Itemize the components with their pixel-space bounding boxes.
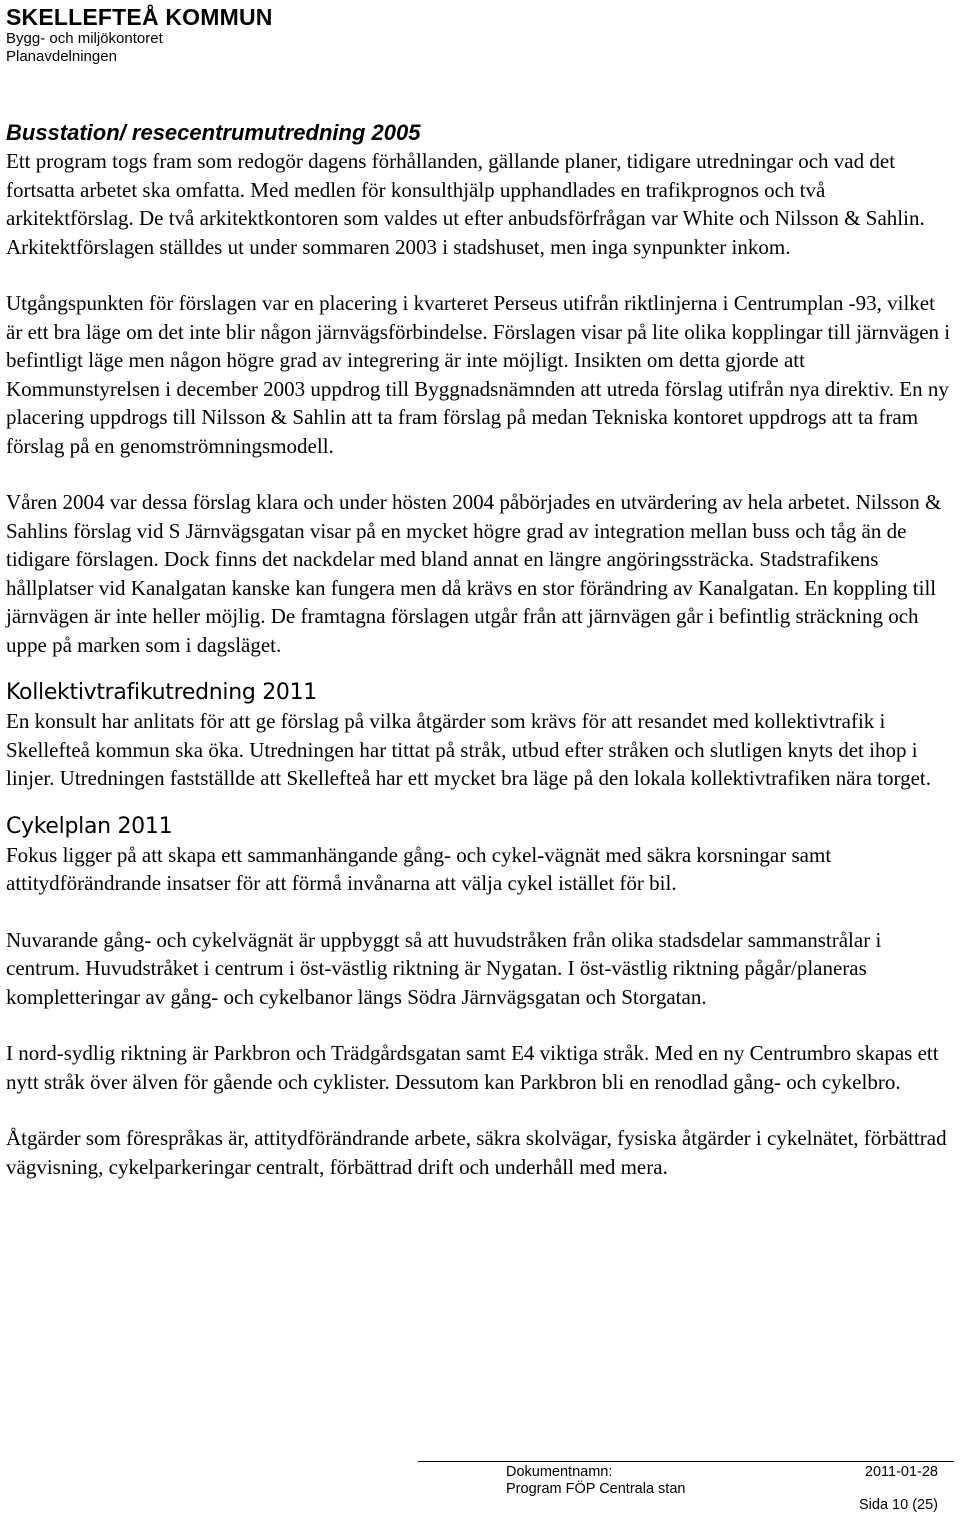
paragraph: Åtgärder som förespråkas är, attitydförändrande arbete, säkra skolvägar, fysiska åtgärder i cykelnätet, förbättrad vägvisning, cykelparkeringar centralt, förbättrad drift och underhåll med mera. (6, 1126, 947, 1179)
paragraph: Utgångspunkten för förslagen var en placering i kvarteret Perseus utifrån riktlinjerna i Centrumplan -93, vilket är ett bra läge om det inte blir någon järnvägsförbindelse. Förslagen visar på lite olika kopplingar till järnvägen i befintligt läge men någon högre grad av integrering är inte möjligt. Insikten om detta gjorde att Kommunstyrelsen i december 2003 uppdrog till Byggnadsnämnden att utreda förslag utifrån nya direktiv. En ny placering uppdrogs till Nilsson & Sahlin att ta fram förslag på medan Tekniska kontoret uppdrogs att ta fram förslag på en genomströmningsmodell. (6, 291, 951, 458)
division-name: Planavdelningen (6, 48, 117, 65)
document-date: 2011-01-28 (864, 1464, 938, 1480)
paragraph: En konsult har anlitats för att ge förslag på vilka åtgärder som krävs för att resandet med kollektivtrafik i Skellefteå kommun ska öka. Utredningen har tittat på stråk, utbud efter stråken och slutligen knyts det ihop i linjer. Utredningen fastställde att Skellefteå har ett mycket bra läge på den lokala kollektivtrafiken nära torget. (6, 709, 932, 790)
page-number: Sida 10 (25) (859, 1497, 938, 1513)
document-header (6, 4, 273, 66)
paragraph: Våren 2004 var dessa förslag klara och under hösten 2004 påbörjades en utvärdering av hela arbetet. Nilsson & Sahlins förslag vid S Järnvägsgatan visar på en mycket högre grad av integration mellan buss och tåg än de tidigare förslagen. Dock finns det nackdelar med bland annat en längre angöringssträcka. Stadstrafikens hållplatser vid Kanalgatan kanske kan fungera men då krävs en stor förändring av Kanalgatan. En koppling till järnvägen är inte heller möjlig. De framtagna förslagen utgår från att järnvägen går i befintlig sträckning och uppe på marken som i dagsläget. (6, 490, 942, 657)
document-body (6, 119, 954, 1181)
section-heading-cykelplan: Cykelplan 2011 (6, 813, 173, 839)
document-name-value: Program FÖP Centrala stan (506, 1481, 686, 1497)
department-name: Bygg- och miljökontoret (6, 30, 163, 47)
paragraph: Fokus ligger på att skapa ett sammanhängande gång- och cykel-vägnät med säkra korsningar samt attitydförändrande insatser för att förmå invånarna att välja cykel istället för bil. (6, 842, 832, 895)
footer-divider (418, 1461, 954, 1462)
paragraph: Nuvarande gång- och cykelvägnät är uppbyggt så att huvudstråken från olika stadsdelar sammanstrålar i centrum. Huvudstråket i centrum i öst-västlig riktning är Nygatan. I öst-västlig riktning pågår/planeras kompletteringar av gång- och cykelbanor längs Södra Järnvägsgatan och Storgatan. (6, 927, 882, 1009)
paragraph: Ett program togs fram som redogör dagens förhållanden, gällande planer, tidigare utredningar och vad det fortsatta arbetet ska omfatta. Med medlen för konsulthjälp upphandlades en trafikprognos och två arkitektförslag. De två arkitektkontoren som valdes ut efter anbudsförfrågan var White och Nilsson & Sahlin. Arkitektförslagen ställdes ut under sommaren 2003 i stadshuset, men inga synpunkter inkom. (6, 149, 925, 259)
document-name-label: Dokumentnamn: (506, 1464, 613, 1480)
paragraph: I nord-sydlig riktning är Parkbron och Trädgårdsgatan samt E4 viktiga stråk. Med en ny Centrumbro skapas ett nytt stråk över älven för gående och cyklister. Dessutom kan Parkbron bli en renodlad gång- och cykelbro. (6, 1041, 939, 1094)
section-heading-kollektivtrafik: Kollektivtrafikutredning 2011 (6, 680, 317, 705)
organization-name: SKELLEFTEÅ KOMMUN (6, 4, 273, 30)
section-heading-busstation: Busstation/ resecentrumutredning 2005 (6, 120, 421, 145)
